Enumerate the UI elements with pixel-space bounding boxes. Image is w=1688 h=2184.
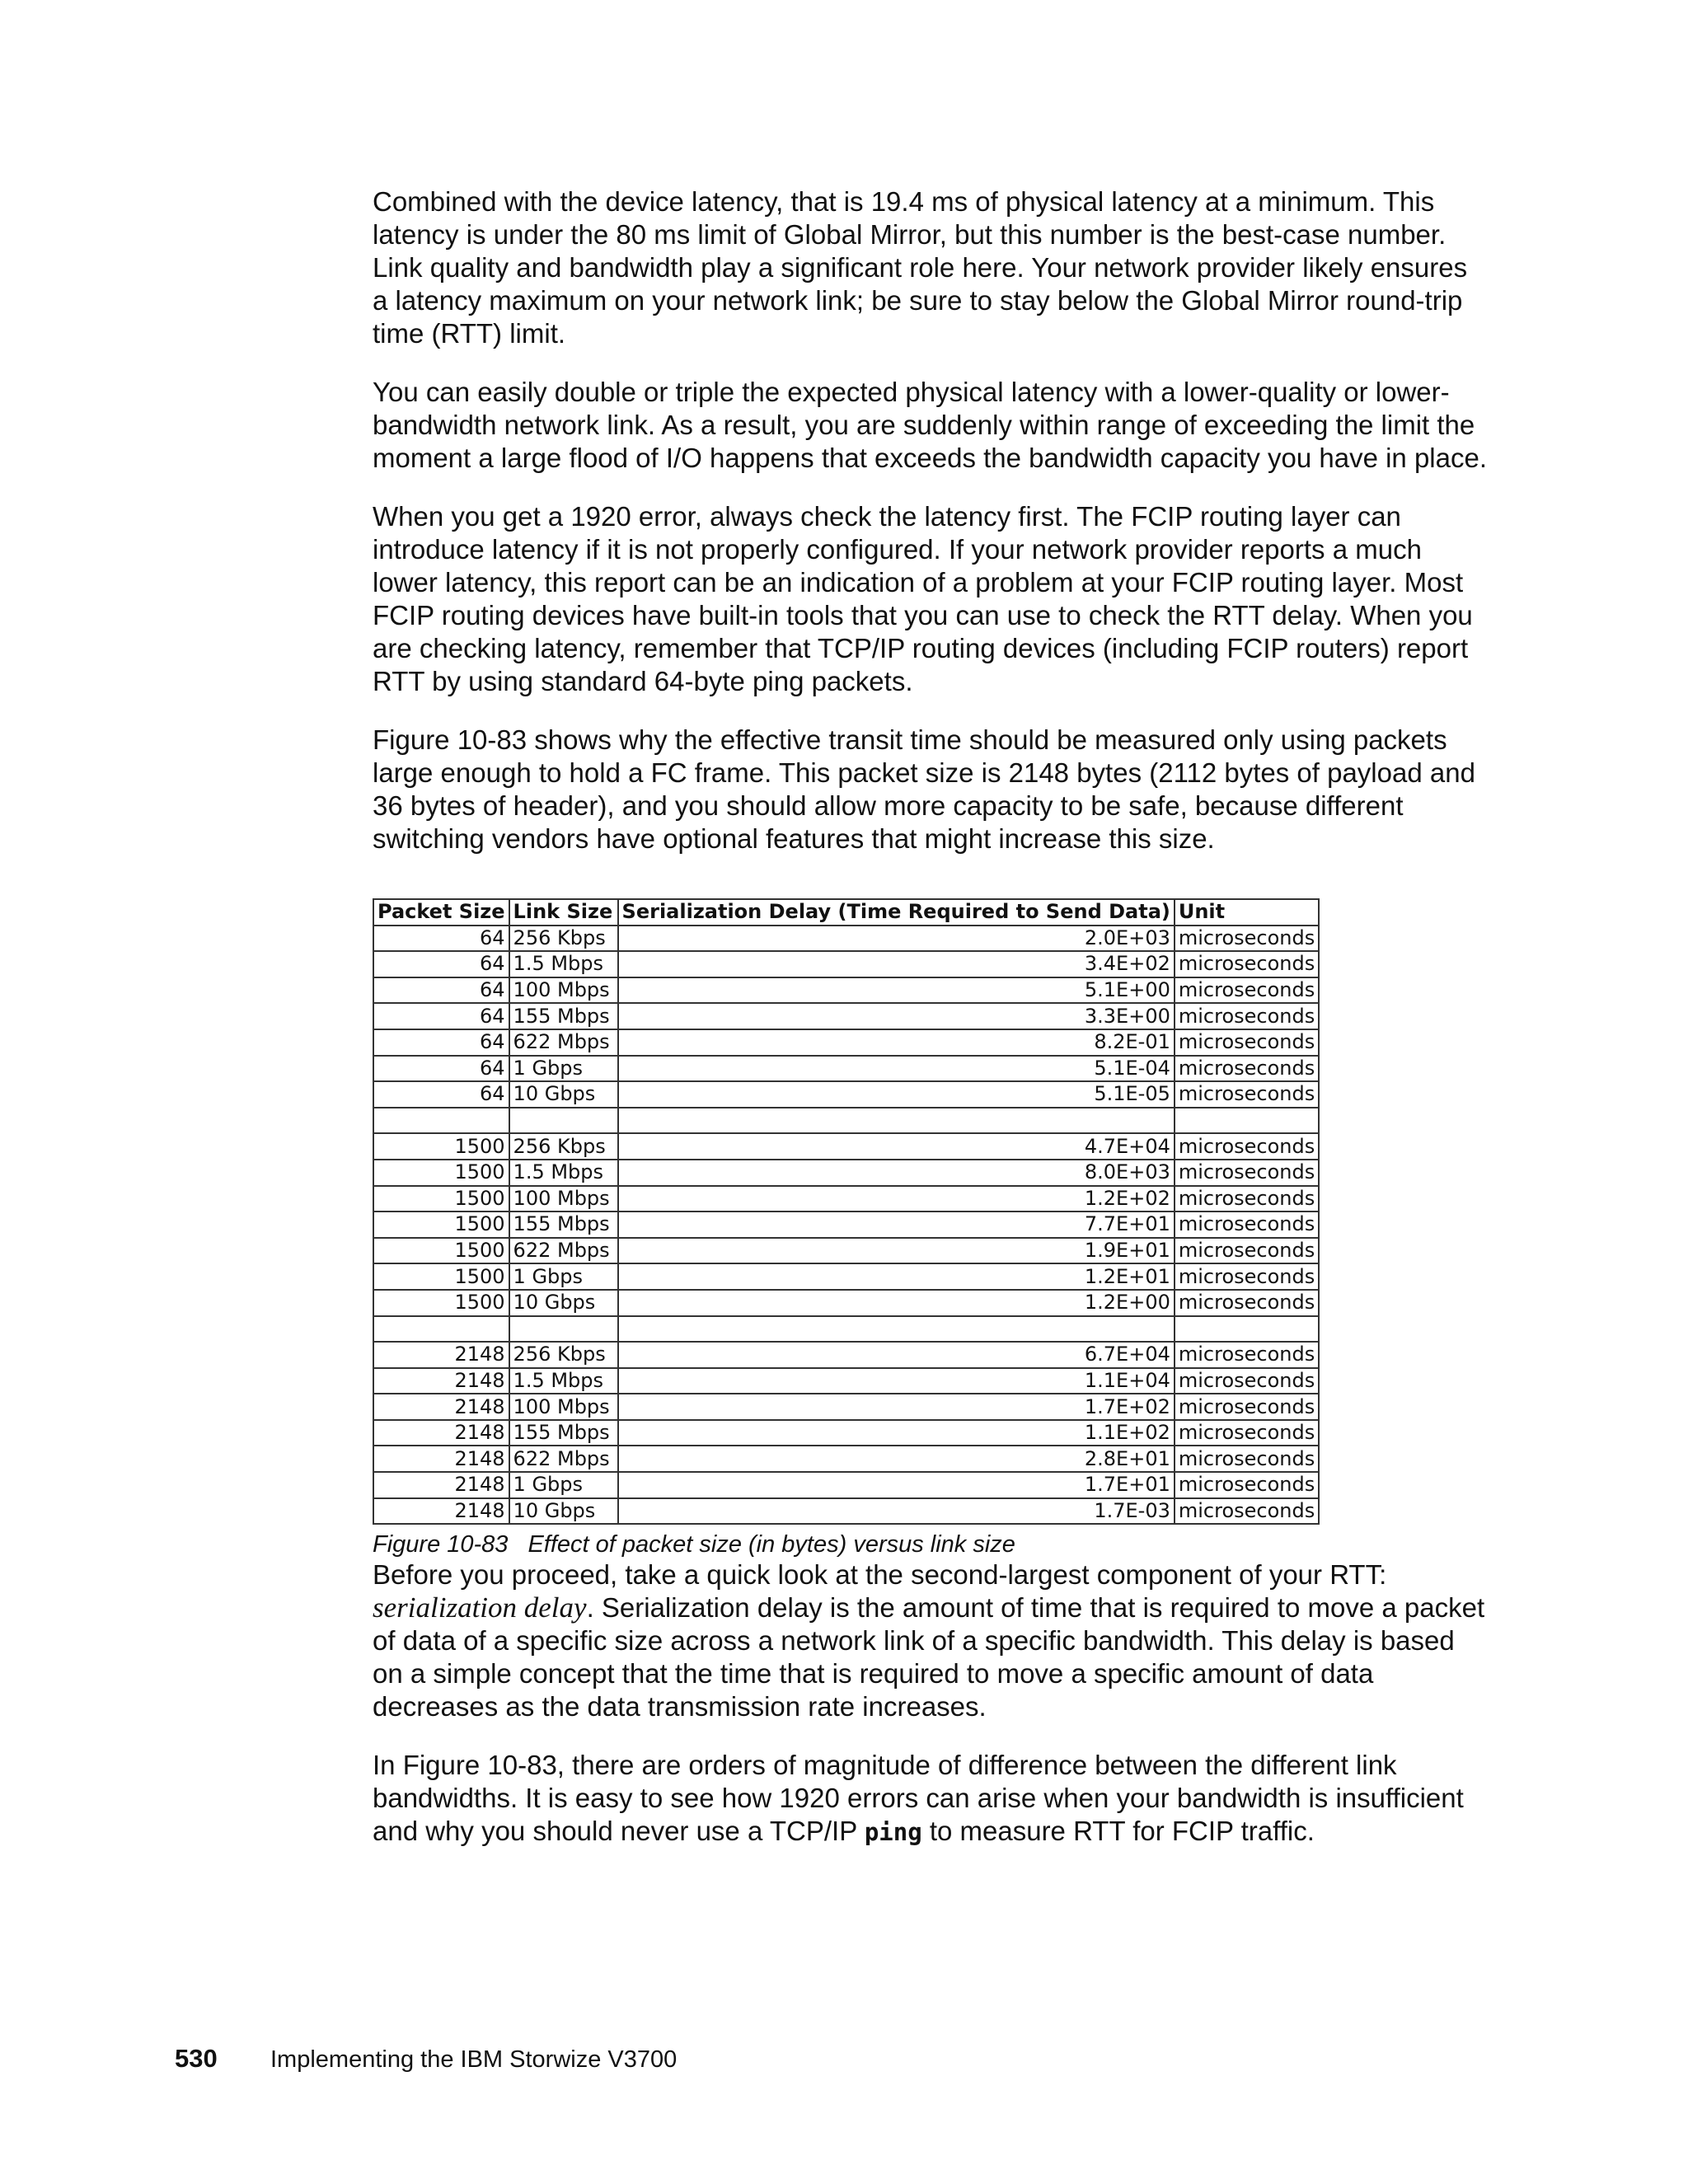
page-number: 530: [175, 2044, 218, 2073]
cell-packet-size: 2148: [373, 1498, 509, 1525]
header-unit: Unit: [1175, 899, 1319, 926]
cell-serialization-delay: 7.7E+01: [618, 1212, 1175, 1238]
paragraph-5-part-2: . Serialization delay is the amount of time that is required to move a packet of data of a specific size across a network link of a specific bandwidth. This delay is based on a simple concept that the time that is required to move a specific amount of data decreases as the data transmission rate increases.: [373, 1592, 1485, 1722]
cell-serialization-delay: 4.7E+04: [618, 1133, 1175, 1160]
table-row: [373, 1238, 1319, 1264]
cell-unit: microseconds: [1175, 951, 1319, 977]
cell-link-size: 10 Gbps: [509, 1081, 618, 1108]
cell-link-size: 10 Gbps: [509, 1290, 618, 1316]
cell-unit: microseconds: [1175, 1420, 1319, 1446]
header-serialization-delay: Serialization Delay (Time Required to Send Data): [618, 899, 1175, 926]
cell-packet-size: 2148: [373, 1342, 509, 1368]
cell-unit: microseconds: [1175, 1263, 1319, 1290]
table-row: [373, 1186, 1319, 1212]
paragraph-6-part-2: to measure RTT for FCIP traffic.: [921, 1816, 1315, 1847]
cell-serialization-delay: 2.8E+01: [618, 1446, 1175, 1472]
header-packet-size: Packet Size: [373, 899, 509, 926]
page-content: [373, 185, 1489, 1874]
cell-link-size: [509, 1316, 618, 1343]
table-row: [373, 1420, 1319, 1446]
paragraph-6: [373, 1749, 1489, 1849]
paragraph-6-part-1: In Figure 10-83, there are orders of magnitude of difference between the different link bandwidths. It is easy to see how 1920 errors can arise when your bandwidth is insufficient and why you should never use a TCP/IP: [373, 1750, 1464, 1847]
cell-unit: microseconds: [1175, 1029, 1319, 1056]
table-header-row: [373, 899, 1319, 926]
cell-link-size: 1 Gbps: [509, 1263, 618, 1290]
table-row: [373, 1108, 1319, 1134]
cell-serialization-delay: 1.2E+00: [618, 1290, 1175, 1316]
cell-packet-size: 2148: [373, 1394, 509, 1420]
table-row: [373, 977, 1319, 1004]
cell-link-size: 1.5 Mbps: [509, 951, 618, 977]
table-row: [373, 1342, 1319, 1368]
table-row: [373, 1472, 1319, 1498]
cell-link-size: [509, 1108, 618, 1134]
table-row: [373, 1081, 1319, 1108]
cell-unit: microseconds: [1175, 1498, 1319, 1525]
cell-link-size: 100 Mbps: [509, 1394, 618, 1420]
cell-serialization-delay: 3.4E+02: [618, 951, 1175, 977]
table-row: [373, 1029, 1319, 1056]
table-body: [373, 926, 1319, 1525]
cell-link-size: 622 Mbps: [509, 1029, 618, 1056]
cell-packet-size: 2148: [373, 1472, 509, 1498]
cell-packet-size: 64: [373, 1029, 509, 1056]
cell-serialization-delay: 8.2E-01: [618, 1029, 1175, 1056]
caption-text: Effect of packet size (in bytes) versus link size: [528, 1531, 1015, 1558]
table-row: [373, 1316, 1319, 1343]
cell-serialization-delay: 1.9E+01: [618, 1238, 1175, 1264]
table-row: [373, 1133, 1319, 1160]
cell-serialization-delay: [618, 1108, 1175, 1134]
header-link-size: Link Size: [509, 899, 618, 926]
cell-link-size: 256 Kbps: [509, 1342, 618, 1368]
cell-packet-size: 2148: [373, 1368, 509, 1394]
cell-serialization-delay: 8.0E+03: [618, 1160, 1175, 1186]
cell-packet-size: 1500: [373, 1133, 509, 1160]
table-row: [373, 1056, 1319, 1082]
cell-unit: microseconds: [1175, 1368, 1319, 1394]
cell-serialization-delay: 5.1E+00: [618, 977, 1175, 1004]
cell-serialization-delay: 1.7E+02: [618, 1394, 1175, 1420]
cell-packet-size: 64: [373, 1081, 509, 1108]
cell-link-size: 1 Gbps: [509, 1472, 618, 1498]
cell-packet-size: 64: [373, 977, 509, 1004]
table-row: [373, 1498, 1319, 1525]
table-row: [373, 926, 1319, 952]
page-footer: [175, 2044, 677, 2074]
figure-10-83: [373, 898, 1489, 1558]
cell-serialization-delay: 1.1E+04: [618, 1368, 1175, 1394]
cell-packet-size: 2148: [373, 1446, 509, 1472]
cell-link-size: 622 Mbps: [509, 1238, 618, 1264]
table-row: [373, 951, 1319, 977]
cell-serialization-delay: 1.1E+02: [618, 1420, 1175, 1446]
cell-packet-size: 1500: [373, 1238, 509, 1264]
table-row: [373, 1446, 1319, 1472]
cell-packet-size: [373, 1316, 509, 1343]
cell-packet-size: 64: [373, 951, 509, 977]
serialization-delay-table: [373, 898, 1320, 1525]
cell-serialization-delay: 1.7E+01: [618, 1472, 1175, 1498]
cell-unit: [1175, 1108, 1319, 1134]
cell-packet-size: 1500: [373, 1186, 509, 1212]
cell-packet-size: 1500: [373, 1160, 509, 1186]
cell-link-size: 256 Kbps: [509, 926, 618, 952]
table-row: [373, 1368, 1319, 1394]
table-row: [373, 1263, 1319, 1290]
cell-serialization-delay: 1.7E-03: [618, 1498, 1175, 1525]
cell-serialization-delay: 5.1E-04: [618, 1056, 1175, 1082]
cell-packet-size: [373, 1108, 509, 1134]
cell-link-size: 256 Kbps: [509, 1133, 618, 1160]
table-row: [373, 1003, 1319, 1029]
cell-unit: microseconds: [1175, 1238, 1319, 1264]
cell-unit: microseconds: [1175, 1081, 1319, 1108]
cell-unit: microseconds: [1175, 1394, 1319, 1420]
cell-link-size: 1.5 Mbps: [509, 1160, 618, 1186]
paragraph-5: [373, 1558, 1489, 1723]
paragraph-1: Combined with the device latency, that is 19.4 ms of physical latency at a minimum. This latency is under the 80 ms limit of Global Mirror, but this number is the best-case number. Link quality and bandwidth play a significant role here. Your network provider likely ensures a latency maximum on your network link; be sure to stay below the Global Mirror round-trip time (RTT) limit.: [373, 186, 1468, 349]
cell-unit: microseconds: [1175, 926, 1319, 952]
cell-link-size: 155 Mbps: [509, 1420, 618, 1446]
cell-packet-size: 1500: [373, 1212, 509, 1238]
cell-link-size: 622 Mbps: [509, 1446, 618, 1472]
cell-packet-size: 2148: [373, 1420, 509, 1446]
cell-link-size: 10 Gbps: [509, 1498, 618, 1525]
figure-caption: [373, 1531, 1489, 1558]
cell-link-size: 1.5 Mbps: [509, 1368, 618, 1394]
table-row: [373, 1212, 1319, 1238]
cell-packet-size: 64: [373, 926, 509, 952]
cell-serialization-delay: 1.2E+01: [618, 1263, 1175, 1290]
cell-serialization-delay: 3.3E+00: [618, 1003, 1175, 1029]
cell-unit: microseconds: [1175, 977, 1319, 1004]
cell-packet-size: 1500: [373, 1263, 509, 1290]
cell-unit: microseconds: [1175, 1133, 1319, 1160]
serialization-delay-term: serialization delay: [373, 1591, 587, 1624]
cell-link-size: 1 Gbps: [509, 1056, 618, 1082]
cell-packet-size: 64: [373, 1003, 509, 1029]
paragraph-3: When you get a 1920 error, always check the latency first. The FCIP routing layer can introduce latency if it is not properly configured. If your network provider reports a much lower latency, this report can be an indication of a problem at your FCIP routing layer. Most FCIP routing devices have built-in tools that you can use to check the RTT delay. When you are checking latency, remember that TCP/IP routing devices (including FCIP routers) report RTT by using standard 64-byte ping packets.: [373, 501, 1473, 696]
cell-unit: microseconds: [1175, 1342, 1319, 1368]
caption-label: Figure 10-83: [373, 1531, 509, 1558]
cell-serialization-delay: 5.1E-05: [618, 1081, 1175, 1108]
cell-serialization-delay: 1.2E+02: [618, 1186, 1175, 1212]
cell-unit: microseconds: [1175, 1186, 1319, 1212]
cell-link-size: 155 Mbps: [509, 1003, 618, 1029]
paragraph-4: Figure 10-83 shows why the effective transit time should be measured only using packets large enough to hold a FC frame. This packet size is 2148 bytes (2112 bytes of payload and 36 bytes of header), and you should allow more capacity to be safe, because different switching vendors have optional features that might increase this size.: [373, 724, 1475, 854]
cell-unit: microseconds: [1175, 1212, 1319, 1238]
cell-unit: microseconds: [1175, 1290, 1319, 1316]
cell-unit: microseconds: [1175, 1003, 1319, 1029]
cell-link-size: 100 Mbps: [509, 1186, 618, 1212]
paragraph-5-part-1: Before you proceed, take a quick look at the second-largest component of your RTT:: [373, 1559, 1387, 1591]
cell-unit: microseconds: [1175, 1056, 1319, 1082]
cell-unit: [1175, 1316, 1319, 1343]
cell-unit: microseconds: [1175, 1472, 1319, 1498]
table-row: [373, 1290, 1319, 1316]
paragraph-2: You can easily double or triple the expected physical latency with a lower-quality or lower-bandwidth network link. As a result, you are suddenly within range of exceeding the limit the moment a large flood of I/O happens that exceeds the bandwidth capacity you have in place.: [373, 377, 1488, 473]
table-row: [373, 1160, 1319, 1186]
cell-packet-size: 1500: [373, 1290, 509, 1316]
cell-packet-size: 64: [373, 1056, 509, 1082]
cell-unit: microseconds: [1175, 1160, 1319, 1186]
cell-serialization-delay: [618, 1316, 1175, 1343]
cell-serialization-delay: 2.0E+03: [618, 926, 1175, 952]
table-row: [373, 1394, 1319, 1420]
book-title: Implementing the IBM Storwize V3700: [270, 2046, 678, 2073]
cell-serialization-delay: 6.7E+04: [618, 1342, 1175, 1368]
cell-link-size: 100 Mbps: [509, 977, 618, 1004]
cell-link-size: 155 Mbps: [509, 1212, 618, 1238]
ping-command: ping: [864, 1818, 922, 1847]
cell-unit: microseconds: [1175, 1446, 1319, 1472]
